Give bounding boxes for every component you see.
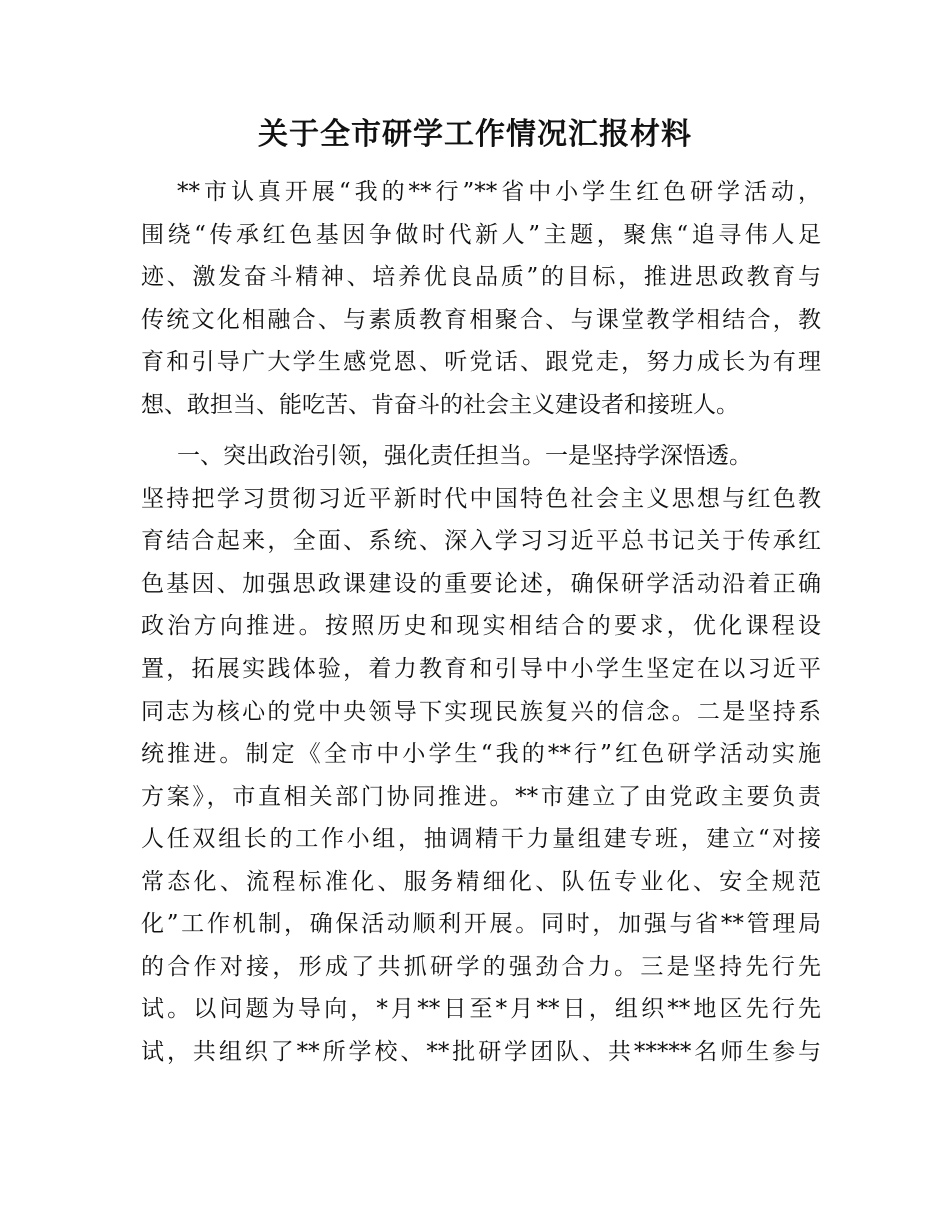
text-line: 同志为核心的党中央领导下实现民族复兴的信念。二是坚持系 [141,698,821,725]
text-line: 试，共组织了**所学校、**批研学团队、共*****名师生参与 [141,1038,821,1065]
text-line: 人任双组长的工作小组，抽调精干力量组建专班，建立“对接 [141,826,821,853]
text-line: 的合作对接，形成了共抓研学的强劲合力。三是坚持先行先 [141,953,821,980]
text-line: 想、敢担当、能吃苦、肯奋斗的社会主义建设者和接班人。 [141,391,739,418]
document-body [141,171,821,1073]
text-line: 传统文化相融合、与素质教育相聚合、与课堂教学相结合，教 [141,306,821,333]
paragraph-intro [141,171,821,426]
paragraph-section-one [141,435,821,1073]
text-line: 置，拓展实践体验，着力教育和引导中小学生坚定在以习近平 [141,656,821,683]
paragraph-spacing [141,426,821,435]
text-line: 方案》，市直相关部门协同推进。**市建立了由党政主要负责 [141,783,821,810]
text-line: 统推进。制定《全市中小学生“我的**行”红色研学活动实施 [141,741,821,768]
text-line: 政治方向推进。按照历史和现实相结合的要求，优化课程设 [141,613,821,640]
document-title: 关于全市研学工作情况汇报材料 [258,117,692,152]
text-line: 一、突出政治引领，强化责任担当。一是坚持学深悟透。 [177,443,752,470]
text-line: 化”工作机制，确保活动顺利开展。同时，加强与省**管理局 [141,911,821,938]
text-line: 育结合起来，全面、系统、深入学习习近平总书记关于传承红 [141,528,821,555]
text-line: 育和引导广大学生感党恩、听党话、跟党走，努力成长为有理 [141,349,821,376]
text-line: **市认真开展“我的**行”**省中小学生红色研学活动， [177,179,821,205]
text-line: 常态化、流程标准化、服务精细化、队伍专业化、安全规范 [141,868,821,895]
text-line: 色基因、加强思政课建设的重要论述，确保研学活动沿着正确 [141,570,821,597]
text-line: 坚持把学习贯彻习近平新时代中国特色社会主义思想与红色教 [141,485,821,512]
text-line: 围绕“传承红色基因争做时代新人”主题，聚焦“追寻伟人足 [141,221,821,248]
text-line: 迹、激发奋斗精神、培养优良品质”的目标，推进思政教育与 [141,264,821,291]
text-line: 试。以问题为导向，*月**日至*月**日，组织**地区先行先 [141,996,821,1023]
